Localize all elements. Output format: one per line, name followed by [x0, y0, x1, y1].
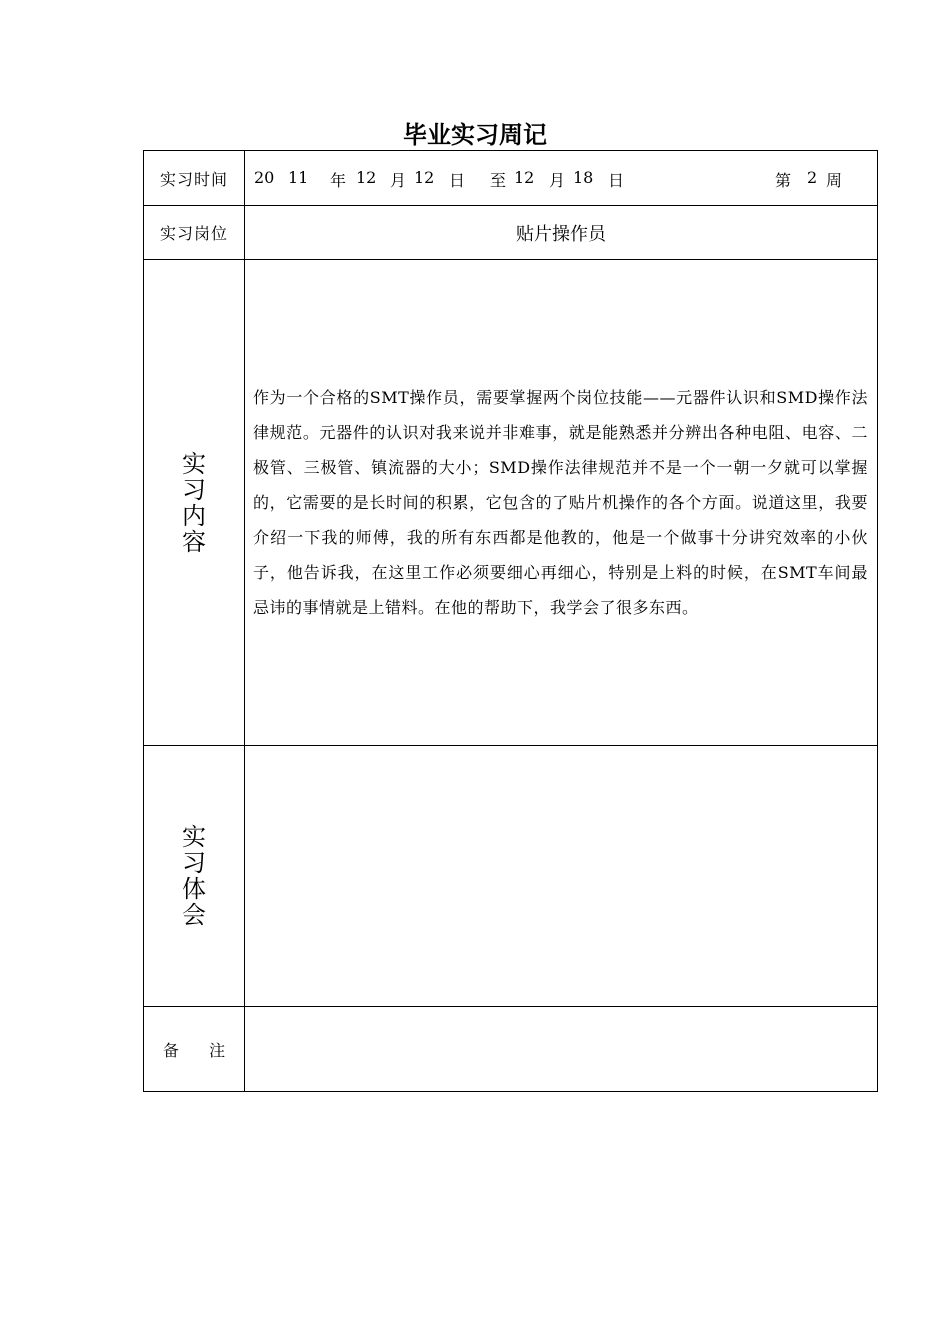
internship-experience-row [144, 746, 878, 1007]
end-day-unit: 日 [608, 171, 625, 190]
page-title: 毕业实习周记 [403, 121, 547, 149]
to-label: 至 [490, 171, 507, 190]
end-month-unit: 月 [549, 171, 566, 190]
internship-experience-label [144, 746, 245, 1007]
remarks-field[interactable] [245, 1007, 878, 1092]
internship-post-row [144, 206, 878, 260]
internship-content-label [144, 260, 245, 746]
internship-content-text: 作为一个合格的SMT操作员，需要掌握两个岗位技能——元器件认识和SMD操作法律规范。元器件的认识对我来说并非难事，就是能熟悉并分辨出各种电阻、电容、二极管、三极管、镇流器的大小；SMD操作法律规范并不是一个一朝一夕就可以掌握的，它需要的是长时间的积累，它包含的了贴片机操作的各个方面。说道这里，我要介绍一下我的师傅，我的所有东西都是他教的，他是一个做事十分讲究效率的小伙子，他告诉我，在这里工作必须要细心再细心，特别是上料的时候，在SMT车间最忌讳的事情就是上错料。在他的帮助下，我学会了很多东西。 [253, 388, 868, 617]
year-prefix: 20 [254, 168, 275, 187]
internship-time-row [144, 151, 878, 206]
internship-time-label: 实习时间 [144, 151, 245, 206]
year-unit: 年 [330, 171, 347, 190]
experience-label-char: 习 [182, 849, 206, 877]
end-month: 12 [514, 168, 535, 187]
experience-label-char: 实 [182, 823, 206, 851]
week-number: 2 [807, 168, 818, 187]
content-label-char: 实 [182, 449, 206, 478]
weekly-journal-table [143, 150, 878, 1092]
internship-post-value: 贴片操作员 [245, 206, 878, 260]
remarks-label-char: 备 [162, 1040, 179, 1060]
start-month: 12 [356, 168, 377, 187]
content-label-char: 容 [182, 527, 206, 556]
start-month-unit: 月 [390, 171, 407, 190]
internship-content-row [144, 260, 878, 746]
internship-experience-field[interactable] [245, 746, 878, 1007]
week-unit: 周 [826, 171, 843, 190]
remarks-label [144, 1007, 245, 1092]
experience-label-char: 会 [182, 901, 206, 929]
week-prefix: 第 [775, 171, 792, 190]
internship-post-label: 实习岗位 [144, 206, 245, 260]
remarks-label-char: 注 [209, 1040, 226, 1060]
end-day: 18 [573, 168, 594, 187]
internship-time-cell [245, 151, 878, 206]
internship-content-cell [245, 260, 878, 746]
content-label-char: 内 [182, 501, 206, 530]
content-label-char: 习 [182, 475, 206, 504]
year-suffix: 11 [288, 168, 309, 187]
remarks-row [144, 1007, 878, 1092]
experience-label-char: 体 [182, 875, 206, 903]
start-day: 12 [414, 168, 435, 187]
start-day-unit: 日 [449, 171, 466, 190]
